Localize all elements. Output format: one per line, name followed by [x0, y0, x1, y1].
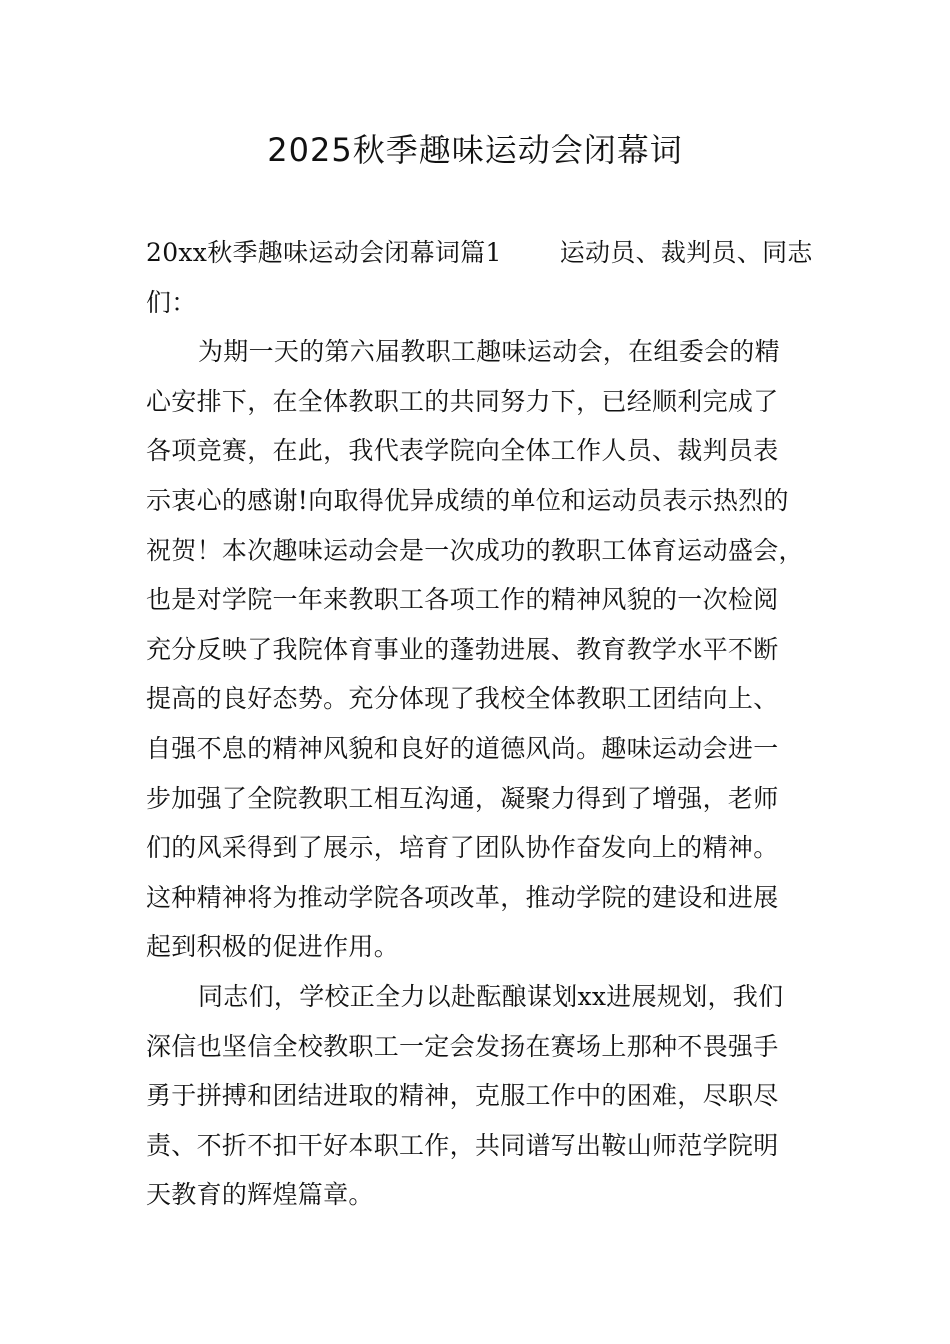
document-body: [146, 228, 813, 1220]
text-line: 各项竞赛，在此，我代表学院向全体工作人员、裁判员表: [146, 436, 779, 466]
text-line: 深信也坚信全校教职工一定会发扬在赛场上那种不畏强手: [146, 1031, 779, 1061]
text-line: 责、不折不扣干好本职工作，共同谱写出鞍山师范学院明: [146, 1130, 779, 1160]
text-line: 充分反映了我院体育事业的蓬勃进展、教育教学水平不断: [146, 634, 779, 664]
text-line: 步加强了全院教职工相互沟通，凝聚力得到了增强，老师: [146, 783, 779, 813]
text-line: 自强不息的精神风貌和良好的道德风尚。趣味运动会进一: [146, 733, 779, 763]
text-line: 提高的良好态势。充分体现了我校全体教职工团结向上、: [146, 684, 779, 714]
text-line: 示衷心的感谢!向取得优异成绩的单位和运动员表示热烈的: [146, 485, 789, 515]
salutation-start: 运动员、裁判员、同志: [559, 238, 813, 267]
text-line: 也是对学院一年来教职工各项工作的精神风貌的一次检阅: [146, 585, 779, 615]
paragraph-start-line: 同志们，学校正全力以赴酝酿谋划xx进展规划，我们: [198, 981, 784, 1011]
text-line: 心安排下，在全体教职工的共同努力下，已经顺利完成了: [146, 386, 779, 416]
text-line: 们的风采得到了展示，培育了团队协作奋发向上的精神。: [146, 833, 779, 863]
heading-line: [146, 228, 813, 278]
document-title: 2025秋季趣味运动会闭幕词: [267, 131, 683, 169]
paragraph-start-line: 为期一天的第六届教职工趣味运动会，在组委会的精: [198, 337, 780, 367]
text-line: 天教育的辉煌篇章。: [146, 1180, 374, 1210]
text-line: 这种精神将为推动学院各项改革，推动学院的建设和进展: [146, 882, 779, 912]
text-line: 勇于拼搏和团结进取的精神，克服工作中的困难，尽职尽: [146, 1081, 779, 1111]
article-label: 20xx秋季趣味运动会闭幕词篇1: [146, 238, 502, 267]
text-line: 们：: [146, 287, 197, 317]
text-line: 起到积极的促进作用。: [146, 932, 400, 962]
text-line: 祝贺！本次趣味运动会是一次成功的教职工体育运动盛会，: [146, 535, 804, 565]
